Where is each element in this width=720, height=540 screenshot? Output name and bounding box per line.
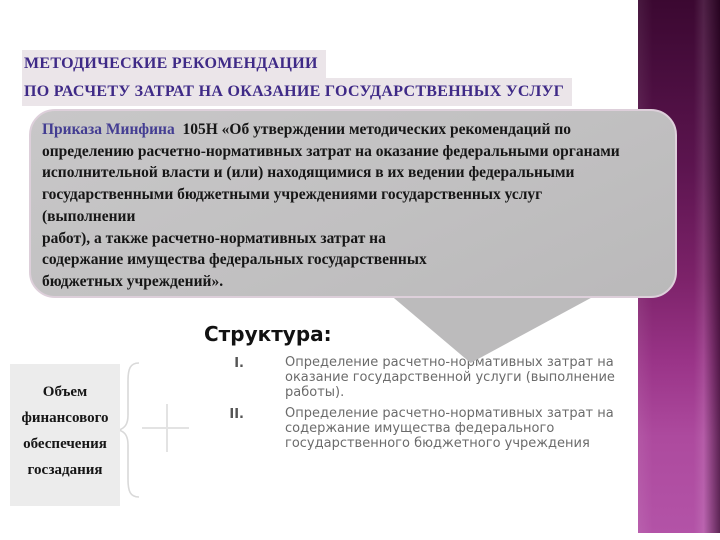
title-line-2-text: ПО РАСЧЕТУ ЗАТРАТ НА ОКАЗАНИЕ ГОСУДАРСТВЕННЫХ УСЛУГ [22, 78, 572, 106]
list-item-text: Определение расчетно-нормативных затрат на оказание государственной услуги (выполнение работы). [285, 355, 615, 400]
title-line-1 [22, 50, 572, 78]
speech-bubble [29, 109, 677, 298]
volume-box-line: Объем [42, 384, 88, 400]
structure-list [214, 355, 714, 457]
bubble-line: исполнительной власти и (или) находящимися в их ведении федеральными [42, 164, 575, 182]
list-item-numeral: II. [229, 407, 244, 422]
list-item-text: Определение расчетно-нормативных затрат на содержание имущества федерального государственного бюджетного учреждения [285, 406, 614, 451]
bubble-line-1-rest: 105Н «Об утверждении методических рекомендаций по [174, 121, 572, 138]
bubble-line [42, 119, 663, 141]
list-item [214, 406, 714, 451]
slide-title [22, 50, 572, 106]
bubble-line: государственными бюджетными учреждениями государственных услуг [42, 186, 543, 204]
bubble-lead-text: Приказа Минфина [42, 121, 175, 138]
structure-heading: Структура: [204, 322, 332, 346]
bubble-line: содержание имущества федеральных государственных [42, 251, 427, 269]
volume-box-line: обеспечения [23, 436, 107, 452]
speech-bubble-tail [388, 293, 600, 363]
plus-decoration-vertical [166, 404, 168, 452]
volume-box [10, 364, 120, 506]
title-line-1-text: МЕТОДИЧЕСКИЕ РЕКОМЕНДАЦИИ [22, 50, 326, 78]
list-item-numeral: I. [234, 356, 244, 371]
list-item [214, 355, 714, 400]
volume-box-line: госзадания [27, 462, 103, 478]
bubble-line: определению расчетно-нормативных затрат на оказание федеральными органами [42, 142, 620, 160]
bubble-line: бюджетных учреждений». [42, 272, 224, 290]
bubble-line: работ), а также расчетно-нормативных затрат на [42, 229, 386, 247]
bubble-line: (выполнении [42, 207, 136, 225]
title-line-2 [22, 78, 572, 106]
volume-box-line: финансового [21, 410, 109, 426]
